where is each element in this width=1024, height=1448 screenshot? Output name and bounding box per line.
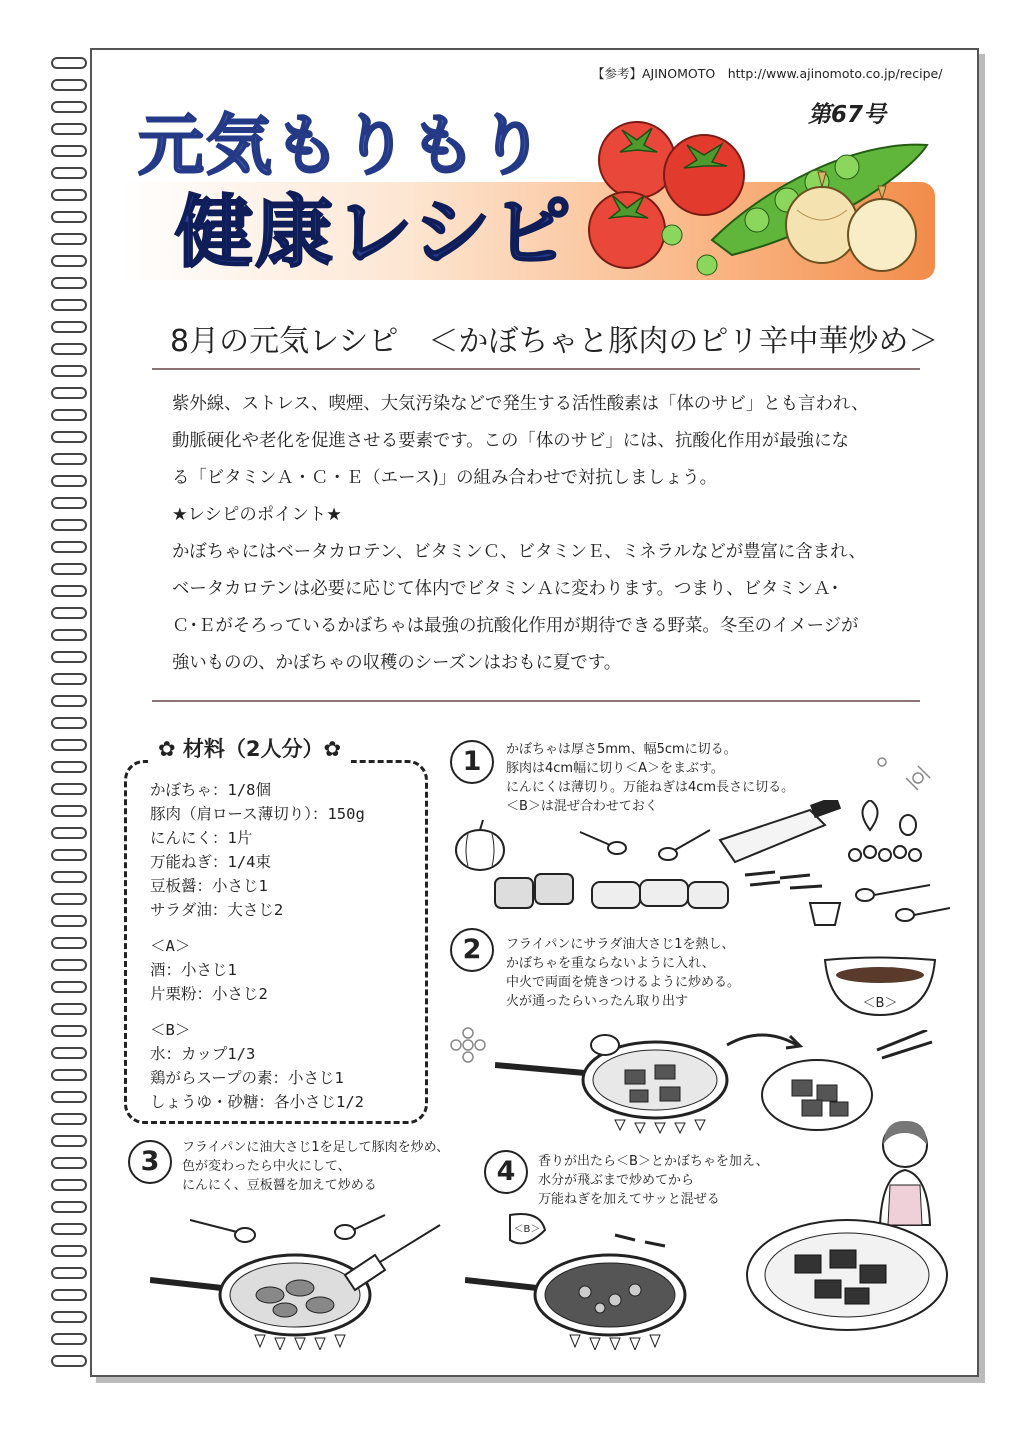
ingredient-item: にんにく：1片: [150, 829, 253, 847]
step-number: 1: [450, 740, 494, 784]
ladle-label: ＜B＞: [513, 1224, 541, 1235]
binding-coil: [52, 520, 86, 530]
binding-coil: [52, 1268, 86, 1278]
binding-coil: [52, 850, 86, 860]
step-line: 香りが出たら＜B＞とかぼちゃを加え、: [538, 1154, 769, 1169]
binding-coil: [52, 322, 86, 332]
binding-coil: [52, 1092, 86, 1102]
intro-line: る「ビタミンＡ・Ｃ・Ｅ（エース)」の組み合わせで対抗しましょう。: [172, 468, 718, 488]
step-line: フライパンにサラダ油大さじ1を熱し、: [506, 937, 735, 952]
spatula-icon: [345, 1225, 440, 1290]
binding-coil: [52, 1070, 86, 1080]
chopsticks-icon: [877, 1030, 932, 1058]
frying-pan-step-4: [465, 1210, 725, 1350]
reference-credit: 【参考】AJINOMOTO http://www.ajinomoto.co.jp/recipe/: [592, 66, 943, 81]
kitchen-knife-icon: [720, 800, 841, 862]
ingredient-item: 水：カップ1/3: [150, 1045, 256, 1063]
sauce-bowl-illustration: [820, 935, 940, 1020]
binding-coil: [52, 212, 86, 222]
intro-line: 紫外線、ストレス、喫煙、大気汚染などで発生する活性酸素は「体のサビ」とも言われ、: [172, 394, 869, 414]
step-number: 2: [450, 928, 494, 972]
ingredient-item: 片栗粉：小さじ2: [150, 985, 268, 1003]
binding-coil: [52, 58, 86, 68]
binding-coil: [52, 1246, 86, 1256]
step-line: 水分が飛ぶまで炒めてから: [538, 1173, 695, 1188]
intro-line: 強いものの、かぼちゃの収穫のシーズンはおもに夏です。: [172, 653, 622, 673]
tomato-icon: [664, 135, 744, 215]
tomato-icon: [589, 192, 665, 268]
step-line: 色が変わったら中火にして、: [182, 1159, 351, 1174]
binding-coil: [52, 718, 86, 728]
flower-icon: [448, 1025, 488, 1065]
binding-coil: [52, 1202, 86, 1212]
binding-coil: [52, 872, 86, 882]
binding-coil: [52, 300, 86, 310]
step-line: ＜B＞は混ぜ合わせておく: [506, 799, 658, 814]
arrow-icon: [727, 1035, 797, 1045]
spoon-icon: [580, 830, 710, 860]
step-line: 火が通ったらいったん取り出す: [506, 994, 689, 1009]
binding-coil: [52, 740, 86, 750]
binding-coil: [52, 1114, 86, 1124]
pumpkin-icon: [456, 820, 504, 870]
ingredient-item: かぼちゃ：1/8個: [150, 781, 271, 799]
binding-coil: [52, 674, 86, 684]
ingredients-list: [150, 778, 365, 1114]
intro-line: かぼちゃにはベータカロテン、ビタミンＣ、ビタミンＥ、ミネラルなどが豊富に含まれ、: [172, 542, 866, 562]
step-line: 中火で両面を焼きつけるように炒める。: [506, 975, 741, 990]
pumpkin-slices-icon: [495, 874, 573, 908]
binding-coil: [52, 1180, 86, 1190]
step-2-text: [506, 935, 740, 1011]
binding-coil: [52, 608, 86, 618]
binding-coil: [52, 1136, 86, 1146]
pork-slices-icon: [592, 880, 728, 908]
binding-coil: [52, 1048, 86, 1058]
step-3-text: [182, 1138, 449, 1195]
step-number: 4: [484, 1150, 528, 1194]
intro-line: Ｃ･Ｅがそろっているかぼちゃは最強の抗酸化作用が期待できる野菜。冬至のイメージが: [172, 616, 859, 636]
flower-icon: [870, 750, 940, 810]
intro-line: 動脈硬化や老化を促進させる要素です。この「体のサビ」には、抗酸化作用が最強にな: [172, 431, 849, 451]
ingredient-item: 豆板醤：小さじ1: [150, 877, 268, 895]
binding-coil: [52, 410, 86, 420]
step-number: 3: [128, 1140, 172, 1184]
tomato-icon: [599, 122, 675, 198]
binding-coil: [52, 542, 86, 552]
binding-coil: [52, 916, 86, 926]
intro-text: [172, 386, 912, 682]
binding-coil: [52, 938, 86, 948]
green-onion-icon: [745, 872, 822, 888]
binding-coil: [52, 80, 86, 90]
step-line: 豚肉は4cm幅に切り＜A＞をまぶす。: [506, 761, 724, 776]
binding-coil: [52, 1334, 86, 1344]
intro-line: ベータカロテンは必要に応じて体内でビタミンＡに変わります。つまり、ビタミンＡ･: [172, 579, 840, 599]
binding-coil: [52, 454, 86, 464]
measuring-spoons-icon: [810, 885, 950, 925]
binding-coil: [52, 696, 86, 706]
binding-coil: [52, 146, 86, 156]
divider: [152, 700, 920, 702]
step-4-text: [538, 1152, 769, 1209]
frying-pan-step-3: [150, 1210, 450, 1350]
binding-coil: [52, 1004, 86, 1014]
finished-dish-illustration: [745, 1210, 950, 1335]
ladle-icon: [510, 1214, 545, 1243]
binding-coil: [52, 1026, 86, 1036]
ingredients-title: ✿ 材料（2人分）✿: [148, 733, 351, 763]
binding-coil: [52, 1312, 86, 1322]
binding-coil: [52, 102, 86, 112]
step-line: にんにくは薄切り。万能ねぎは4cm長さに切る。: [506, 780, 795, 795]
binding-coil: [52, 784, 86, 794]
step-line: かぼちゃを重ならないように入れ、: [506, 956, 715, 971]
step-line: にんにく、豆板醤を加えて炒める: [182, 1178, 377, 1193]
ingredient-item: サラダ油：大さじ2: [150, 901, 284, 919]
binding-coil: [52, 564, 86, 574]
step-line: かぼちゃは厚さ5mm、幅5cmに切る。: [506, 742, 737, 757]
binding-coil: [52, 234, 86, 244]
ingredient-item: しょうゆ・砂糖：各小さじ1/2: [150, 1093, 364, 1111]
headline: 8月の元気レシピ ＜かぼちゃと豚肉のピリ辛中華炒め＞: [170, 324, 939, 359]
binding-coil: [52, 344, 86, 354]
binding-coil: [52, 982, 86, 992]
title-line-2: 健康レシピ: [175, 188, 574, 278]
ingredient-item: 鶏がらスープの素：小さじ1: [150, 1069, 344, 1087]
binding-coil: [52, 894, 86, 904]
binding-coil: [52, 388, 86, 398]
binding-coil: [52, 498, 86, 508]
ingredient-item: 豚肉（肩ロース薄切り）：150g: [150, 805, 365, 823]
issue-number: 第67号: [808, 102, 887, 128]
binding-coil: [52, 586, 86, 596]
binding-coil: [52, 806, 86, 816]
group-b-label: ＜B＞: [150, 1021, 191, 1039]
vegetables-illustration: [582, 100, 942, 280]
binding-coil: [52, 190, 86, 200]
binding-coil: [52, 1356, 86, 1366]
binding-coil: [52, 476, 86, 486]
ingredient-item: 酒：小さじ1: [150, 961, 237, 979]
binding-coil: [52, 1224, 86, 1234]
binding-coil: [52, 762, 86, 772]
binding-coil: [52, 652, 86, 662]
ingredient-item: 万能ねぎ：1/4束: [150, 853, 271, 871]
bowl-label: ＜B＞: [862, 996, 898, 1011]
binding-coil: [52, 366, 86, 376]
divider: [152, 368, 920, 370]
step-line: フライパンに油大さじ1を足して豚肉を炒め、: [182, 1140, 450, 1155]
binding-coil: [52, 1158, 86, 1168]
binding-coil: [52, 256, 86, 266]
group-a-label: ＜A＞: [150, 937, 191, 955]
binding-coil: [52, 278, 86, 288]
recipe-point-heading: ★レシピのポイント★: [172, 505, 342, 525]
binding-coil: [52, 168, 86, 178]
binding-coil: [52, 960, 86, 970]
binding-coil: [52, 432, 86, 442]
step-line: 万能ねぎを加えてサッと混ぜる: [538, 1192, 720, 1207]
binding-coil: [52, 630, 86, 640]
binding-coil: [52, 1290, 86, 1300]
binding-coil: [52, 828, 86, 838]
frying-pan-step-2: [495, 1025, 745, 1135]
title-line-1: 元気もりもり: [138, 107, 546, 184]
binding-coil: [52, 124, 86, 134]
step-1-illustration: [450, 800, 950, 930]
